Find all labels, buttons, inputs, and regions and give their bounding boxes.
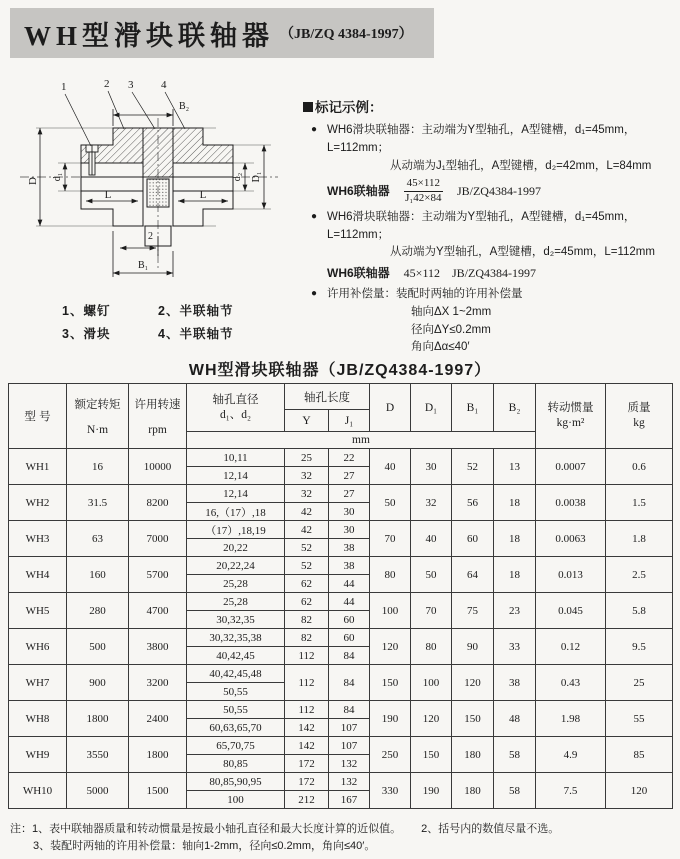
j1-cell: 84 [329, 647, 370, 665]
standard-ref: JB/ZQ4384-1997 [456, 184, 541, 199]
spec-table-body [9, 449, 673, 809]
col-D: D [370, 384, 411, 432]
D1-cell: 100 [411, 665, 452, 701]
dim-d1-label: d₁ [52, 172, 63, 182]
mass-cell: 1.5 [606, 485, 673, 521]
bore-cell: 30,32,35,38 [187, 629, 285, 647]
y-cell: 112 [285, 701, 329, 719]
y-cell: 25 [285, 449, 329, 467]
j1-cell: 27 [329, 485, 370, 503]
bore-cell: 80,85 [187, 755, 285, 773]
callout-1: 1 [61, 81, 67, 93]
inertia-cell: 0.0038 [536, 485, 606, 521]
compensation-angular: 角向Δα≤40′ [411, 341, 470, 354]
D1-cell: 32 [411, 485, 452, 521]
example-1-designation [303, 177, 677, 206]
j1-cell: 38 [329, 557, 370, 575]
y-cell: 42 [285, 503, 329, 521]
example-1 [303, 122, 677, 175]
speed-cell: 10000 [129, 449, 187, 485]
example-2-designation [303, 264, 677, 283]
B2-cell: 33 [494, 629, 536, 665]
dim-L-right-label: L [199, 189, 207, 201]
bore-cell: 40,42,45,48 [187, 665, 285, 683]
note-label: 注： [10, 823, 32, 835]
dim-2-label: 2 [148, 231, 153, 242]
mass-cell: 120 [606, 773, 673, 809]
table-row [9, 773, 673, 791]
example-1-line2: 从动端为J₁型轴孔，A型键槽，d₂=42mm，L=84mm [390, 159, 652, 172]
B1-cell: 180 [452, 773, 494, 809]
bore-cell: 65,70,75 [187, 737, 285, 755]
D-cell: 330 [370, 773, 411, 809]
col-speed: 许用转速 rpm [129, 384, 187, 449]
spec-table-head [9, 384, 673, 449]
upper-section [81, 128, 233, 177]
B2-cell: 23 [494, 593, 536, 629]
bore-cell: 80,85,90,95 [187, 773, 285, 791]
inertia-cell: 0.12 [536, 629, 606, 665]
right-half-coupling-section [173, 128, 233, 163]
part-2-label: 2、半联轴节 [158, 304, 234, 318]
D1-cell: 190 [411, 773, 452, 809]
B1-cell: 90 [452, 629, 494, 665]
j1-cell: 167 [329, 791, 370, 809]
part-1-label: 1、螺钉 [62, 304, 111, 318]
note-3: 3、装配时两轴的许用补偿量：轴向1-2mm，径向≤0.2mm，角向≤40′。 [33, 840, 376, 853]
dim-L-left-label: L [104, 189, 112, 201]
dim-D-label: D [27, 177, 39, 185]
speed-cell: 3200 [129, 665, 187, 701]
compensation-radial: 径向ΔY≤0.2mm [411, 323, 491, 336]
torque-cell: 280 [67, 593, 129, 629]
bore-cell: （17）,18,19 [187, 521, 285, 539]
parts-legend [62, 300, 233, 345]
col-B1: B₁ [452, 384, 494, 432]
B1-cell: 120 [452, 665, 494, 701]
dim-d2-label: d₂ [232, 172, 243, 182]
mass-cell: 9.5 [606, 629, 673, 665]
y-cell: 82 [285, 629, 329, 647]
j1-cell: 27 [329, 467, 370, 485]
D1-cell: 80 [411, 629, 452, 665]
designation-label: WH6联轴器 [327, 184, 390, 199]
y-cell: 62 [285, 593, 329, 611]
j1-cell: 60 [329, 629, 370, 647]
speed-cell: 8200 [129, 485, 187, 521]
torque-cell: 500 [67, 629, 129, 665]
D-cell: 40 [370, 449, 411, 485]
speed-cell: 3800 [129, 629, 187, 665]
y-cell: 82 [285, 611, 329, 629]
j1-cell: 107 [329, 719, 370, 737]
j1-cell: 30 [329, 521, 370, 539]
j1-cell: 38 [329, 539, 370, 557]
j1-cell: 132 [329, 773, 370, 791]
col-torque: 额定转矩 N·m [67, 384, 129, 449]
torque-cell: 31.5 [67, 485, 129, 521]
inertia-cell: 1.98 [536, 701, 606, 737]
mass-cell: 25 [606, 665, 673, 701]
y-cell: 32 [285, 467, 329, 485]
bore-cell: 30,32,35 [187, 611, 285, 629]
j1-cell: 132 [329, 755, 370, 773]
dim-D1-label: D₁ [251, 171, 262, 183]
y-cell: 112 [285, 647, 329, 665]
model-cell: WH6 [9, 629, 67, 665]
B2-cell: 58 [494, 773, 536, 809]
B1-cell: 150 [452, 701, 494, 737]
example-2-line1: WH6滑块联轴器：主动端为Y型轴孔，A型键槽，d₁=45mm，L=112mm； [327, 210, 636, 241]
D1-cell: 30 [411, 449, 452, 485]
torque-cell: 63 [67, 521, 129, 557]
slider-block-section [143, 128, 173, 177]
model-cell: WH3 [9, 521, 67, 557]
B2-cell: 18 [494, 485, 536, 521]
bore-cell: 12,14 [187, 467, 285, 485]
mass-cell: 0.6 [606, 449, 673, 485]
dim-B1-label: B₁ [138, 260, 149, 271]
compensation-axial: 轴向ΔX 1~2mm [411, 305, 492, 318]
table-row [9, 557, 673, 575]
bore-cell: 50,55 [187, 683, 285, 701]
bullet-icon: ● [311, 123, 318, 135]
table-row [9, 449, 673, 467]
inertia-cell: 0.0063 [536, 521, 606, 557]
D1-cell: 150 [411, 737, 452, 773]
D1-cell: 40 [411, 521, 452, 557]
j1-cell: 44 [329, 593, 370, 611]
y-cell: 212 [285, 791, 329, 809]
page-title: WH型滑块联轴器 [24, 20, 275, 51]
example-2-line2: 从动端为Y型轴孔，A型键槽，d₂=45mm，L=112mm [390, 246, 655, 259]
model-cell: WH9 [9, 737, 67, 773]
designation-fraction [404, 177, 443, 206]
col-Y: Y [285, 410, 329, 432]
D1-cell: 70 [411, 593, 452, 629]
mass-cell: 1.8 [606, 521, 673, 557]
y-cell: 52 [285, 539, 329, 557]
note-1: 1、表中联轴器质量和转动惯量是按最小轴孔直径和最大长度计算的近似值。 [32, 823, 402, 835]
model-cell: WH7 [9, 665, 67, 701]
B1-cell: 180 [452, 737, 494, 773]
y-cell: 172 [285, 755, 329, 773]
callout-3: 3 [128, 79, 134, 91]
square-bullet-icon [303, 102, 313, 112]
marking-examples-title: 标记示例： [303, 98, 677, 119]
torque-cell: 16 [67, 449, 129, 485]
mass-cell: 55 [606, 701, 673, 737]
footnote-line-2 [10, 838, 676, 855]
B1-cell: 64 [452, 557, 494, 593]
D-cell: 190 [370, 701, 411, 737]
right-bore [173, 163, 233, 177]
inertia-cell: 7.5 [536, 773, 606, 809]
y-cell: 62 [285, 575, 329, 593]
table-row [9, 665, 673, 683]
bore-cell: 50,55 [187, 701, 285, 719]
table-row [9, 701, 673, 719]
model-cell: WH10 [9, 773, 67, 809]
bore-cell: 25,28 [187, 575, 285, 593]
spec-table [8, 383, 673, 809]
y-cell: 32 [285, 485, 329, 503]
footnote-line-1 [10, 821, 676, 838]
torque-cell: 900 [67, 665, 129, 701]
model-cell: WH1 [9, 449, 67, 485]
mass-cell: 5.8 [606, 593, 673, 629]
inertia-cell: 0.43 [536, 665, 606, 701]
bore-cell: 12,14 [187, 485, 285, 503]
y-cell: 112 [285, 665, 329, 701]
table-row [9, 521, 673, 539]
inertia-cell: 4.9 [536, 737, 606, 773]
y-cell: 142 [285, 737, 329, 755]
D1-cell: 50 [411, 557, 452, 593]
speed-cell: 7000 [129, 521, 187, 557]
j1-cell: 107 [329, 737, 370, 755]
footnotes [10, 821, 676, 855]
coupling-drawing-svg [8, 76, 303, 301]
bore-cell: 25,28 [187, 593, 285, 611]
bullet-icon: ● [311, 210, 318, 222]
marking-examples [303, 98, 677, 357]
col-J1: J₁ [329, 410, 370, 432]
model-cell: WH4 [9, 557, 67, 593]
y-cell: 52 [285, 557, 329, 575]
torque-cell: 5000 [67, 773, 129, 809]
col-D1: D₁ [411, 384, 452, 432]
D-cell: 70 [370, 521, 411, 557]
fraction-numerator: 45×112 [404, 177, 443, 192]
inertia-cell: 0.0007 [536, 449, 606, 485]
D-cell: 50 [370, 485, 411, 521]
bore-cell: 40,42,45 [187, 647, 285, 665]
col-bore-diameter: 轴孔直径 d₁、d₂ [187, 384, 285, 432]
model-cell: WH5 [9, 593, 67, 629]
speed-cell: 4700 [129, 593, 187, 629]
B2-cell: 58 [494, 737, 536, 773]
y-cell: 172 [285, 773, 329, 791]
example-1-line1: WH6滑块联轴器：主动端为Y型轴孔，A型键槽，d₁=45mm，L=112mm； [327, 123, 636, 154]
table-row [9, 593, 673, 611]
col-B2: B₂ [494, 384, 536, 432]
speed-cell: 2400 [129, 701, 187, 737]
D-cell: 250 [370, 737, 411, 773]
title-bar [10, 8, 434, 58]
designation-size: 45×112 [403, 266, 440, 281]
bullet-icon: ● [311, 287, 318, 299]
part-3-label: 3、滑块 [62, 326, 111, 341]
col-inertia: 转动惯量 kg·m² [536, 384, 606, 449]
coupling-section-drawing [8, 76, 303, 301]
model-cell: WH8 [9, 701, 67, 737]
speed-cell: 1500 [129, 773, 187, 809]
slider-dotted-section [147, 179, 169, 207]
D-cell: 150 [370, 665, 411, 701]
note-2: 2、括号内的数值尽量不选。 [421, 823, 560, 835]
compensation-section [303, 286, 677, 357]
table-row [9, 629, 673, 647]
B1-cell: 75 [452, 593, 494, 629]
B2-cell: 13 [494, 449, 536, 485]
torque-cell: 3550 [67, 737, 129, 773]
designation-label: WH6联轴器 [327, 266, 390, 281]
B2-cell: 38 [494, 665, 536, 701]
standard-ref: JB/ZQ4384-1997 [452, 266, 536, 281]
torque-cell: 160 [67, 557, 129, 593]
dim-B2-label: B₂ [179, 101, 190, 112]
page-title-standard: （JB/ZQ 4384-1997） [280, 27, 413, 42]
table-row [9, 485, 673, 503]
B2-cell: 18 [494, 557, 536, 593]
B1-cell: 56 [452, 485, 494, 521]
D-cell: 120 [370, 629, 411, 665]
D1-cell: 120 [411, 701, 452, 737]
D-cell: 100 [370, 593, 411, 629]
part-4-label: 4、半联轴节 [158, 326, 234, 341]
col-bore-length: 轴孔长度 [285, 384, 370, 410]
example-2 [303, 209, 677, 262]
B1-cell: 60 [452, 521, 494, 557]
mass-cell: 2.5 [606, 557, 673, 593]
spec-table-title: WH型滑块联轴器（JB/ZQ4384-1997） [188, 362, 492, 379]
mm-unit-row: mm [187, 432, 536, 449]
inertia-cell: 0.013 [536, 557, 606, 593]
j1-cell: 84 [329, 665, 370, 701]
bore-cell: 16,（17）,18 [187, 503, 285, 521]
j1-cell: 44 [329, 575, 370, 593]
mass-cell: 85 [606, 737, 673, 773]
col-mass: 质量 kg [606, 384, 673, 449]
inertia-cell: 0.045 [536, 593, 606, 629]
j1-cell: 30 [329, 503, 370, 521]
bore-cell: 100 [187, 791, 285, 809]
callout-2: 2 [104, 78, 110, 90]
bore-cell: 20,22 [187, 539, 285, 557]
lower-section [81, 177, 233, 246]
model-cell: WH2 [9, 485, 67, 521]
D-cell: 80 [370, 557, 411, 593]
j1-cell: 22 [329, 449, 370, 467]
speed-cell: 1800 [129, 737, 187, 773]
B2-cell: 18 [494, 521, 536, 557]
torque-cell: 1800 [67, 701, 129, 737]
y-cell: 42 [285, 521, 329, 539]
B2-cell: 48 [494, 701, 536, 737]
compensation-title: 许用补偿量：装配时两轴的许用补偿量 [327, 287, 523, 300]
y-cell: 142 [285, 719, 329, 737]
callout-4: 4 [161, 79, 167, 91]
fraction-denominator: J₁42×84 [405, 192, 442, 205]
bore-cell: 10,11 [187, 449, 285, 467]
j1-cell: 84 [329, 701, 370, 719]
bore-cell: 60,63,65,70 [187, 719, 285, 737]
j1-cell: 60 [329, 611, 370, 629]
bore-cell: 20,22,24 [187, 557, 285, 575]
speed-cell: 5700 [129, 557, 187, 593]
table-row [9, 737, 673, 755]
B1-cell: 52 [452, 449, 494, 485]
col-model: 型 号 [9, 384, 67, 449]
